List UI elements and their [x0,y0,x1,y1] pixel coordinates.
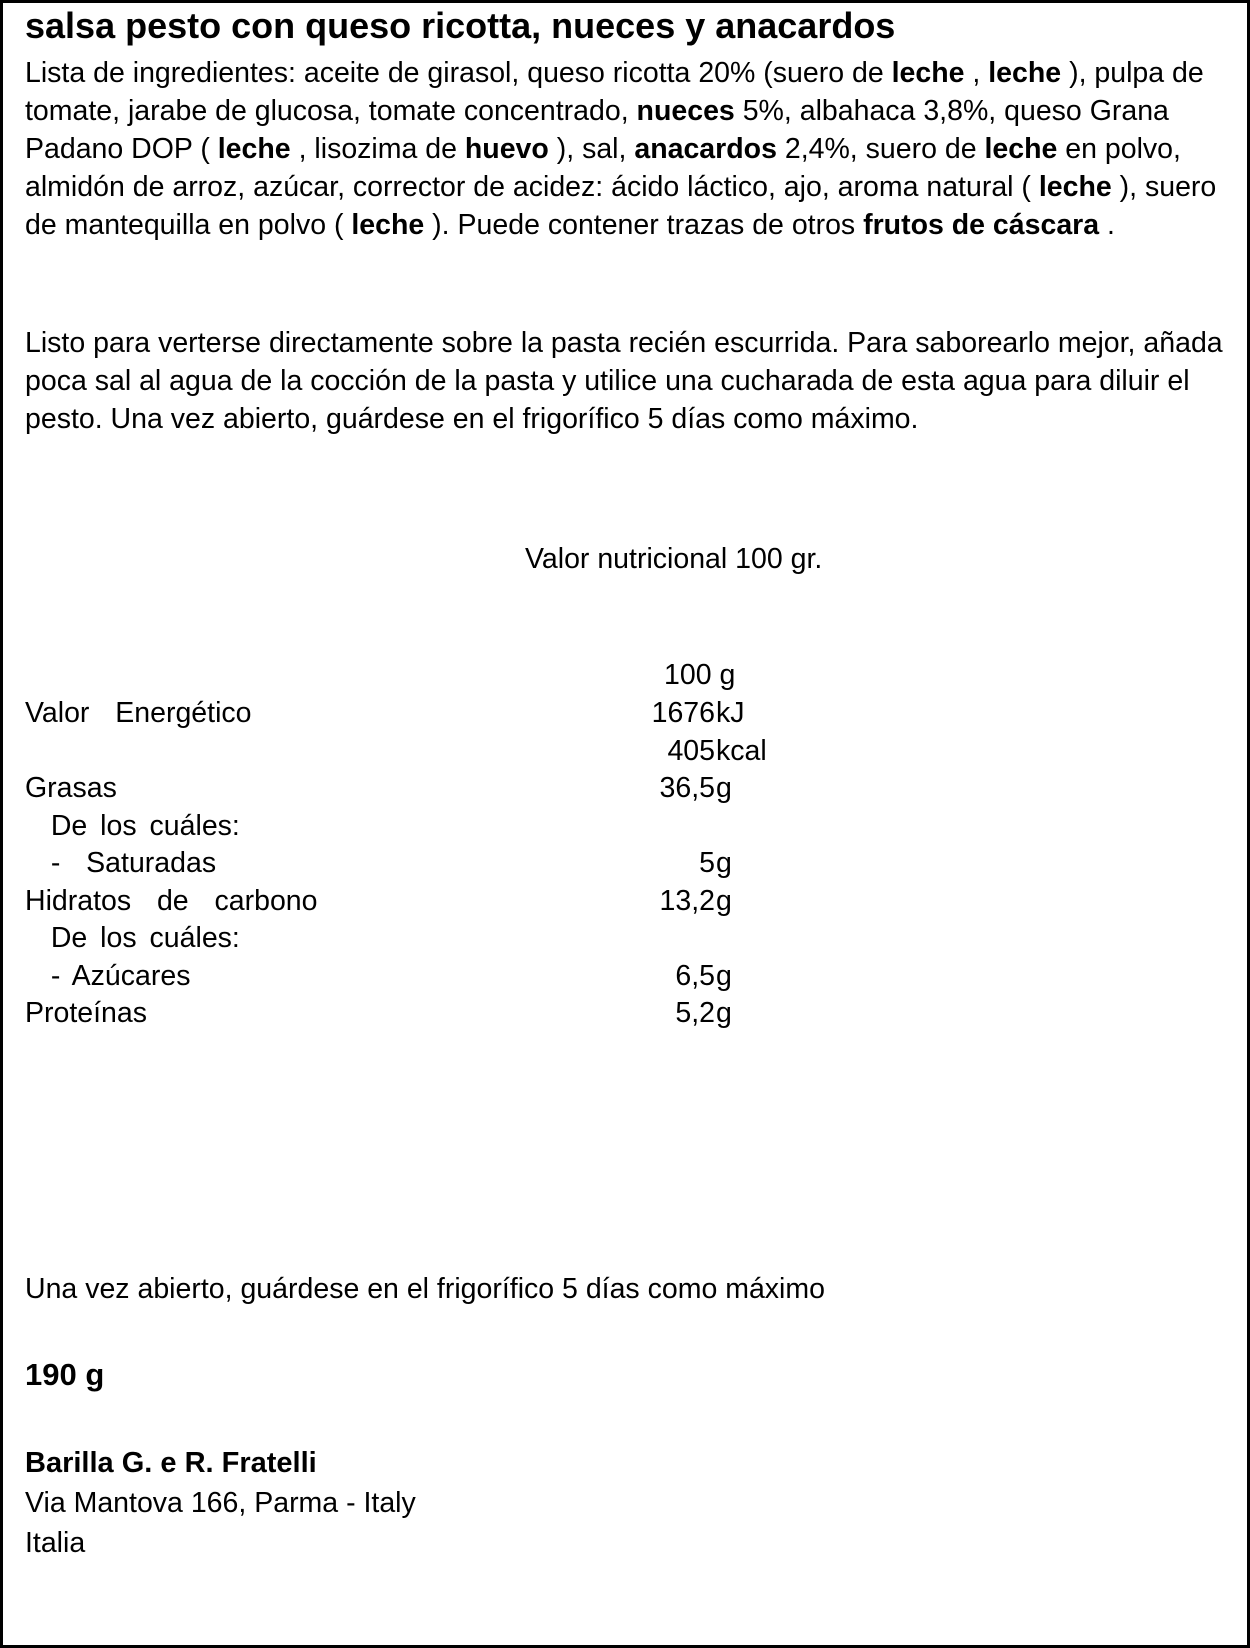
nutrition-label: Valor Energético [25,697,252,729]
nutrition-label: De los cuáles: [25,809,240,842]
manufacturer-name: Barilla G. e R. Fratelli [25,1447,317,1479]
nutrition-row [0,732,1250,770]
nutrition-value: 5,2 [675,997,715,1029]
ingredient-text: , lisozima de [290,133,465,165]
manufacturer-country: Italia [25,1527,86,1559]
ingredient-text: , [964,57,989,89]
ingredient-text: 2,4%, suero de [776,133,985,165]
ingredient-text: en polvo, almidón de arroz, azúcar, corrector de acidez: ácido láctico, ajo, aroma natural ( [25,133,1181,203]
nutrition-unit: g [716,997,732,1029]
nutrition-row [0,919,1250,957]
nutrition-unit: g [716,847,732,879]
nutrition-unit: g [716,884,732,917]
allergen-highlight: frutos de cáscara [863,209,1100,241]
allergen-highlight: leche [891,57,965,89]
nutrition-unit: g [716,959,732,992]
allergen-highlight: leche [1038,171,1112,203]
net-weight: 190 g [25,1357,105,1392]
ingredient-text: 5%, albahaca 3,8%, queso Grana Padano DOP ( [25,95,1169,165]
usage-instructions: Listo para verterse directamente sobre la pasta recién escurrida. Para saborearlo mejor, añada poca sal al agua de la cocción de la pasta y utilice una cucharada de esta agua para diluir el pesto. Una vez abierto, guárdese en el frigorífico 5 días como máximo. [25,327,1223,435]
allergen-highlight: anacardos [634,133,777,165]
ingredient-text: ), suero de mantequilla en polvo ( [25,171,1217,241]
nutrition-heading: Valor nutricional 100 gr. [525,543,823,575]
allergen-highlight: leche [351,209,425,241]
allergen-highlight: huevo [464,133,549,165]
manufacturer-address: Via Mantova 166, Parma - Italy [25,1487,416,1519]
nutrition-value: 405 [667,734,715,767]
nutrition-label: Proteínas [25,997,147,1029]
nutrition-label: - Azúcares [25,959,191,992]
ingredient-text: . [1099,209,1115,241]
nutrition-value: 6,5 [675,959,715,992]
nutrition-row [0,694,1250,732]
ingredients-list [25,54,1225,244]
nutrition-value: 5 [699,847,715,879]
nutrition-row [0,844,1250,882]
nutrition-row [0,957,1250,995]
nutrition-label: Hidratos de carbono [25,884,318,917]
ingredient-text: ), sal, [548,133,635,165]
nutrition-column-header: 100 g [664,659,736,691]
nutrition-row [0,994,1250,1032]
nutrition-unit: kcal [716,734,767,767]
nutrition-row [0,807,1250,845]
nutrition-label: - Saturadas [25,847,217,879]
allergen-highlight: leche [988,57,1062,89]
nutrition-value: 13,2 [659,884,715,917]
allergen-highlight: nueces [636,95,735,127]
ingredient-text: ), pulpa de tomate, jarabe de glucosa, tomate concentrado, [25,57,1204,127]
nutrition-value: 36,5 [659,772,715,804]
allergen-highlight: leche [217,133,291,165]
nutrition-unit: kJ [716,697,745,729]
nutrition-row [0,882,1250,920]
nutrition-value: 1676 [651,697,715,729]
nutrition-column-header-row [0,656,1250,694]
ingredient-text: ). Puede contener trazas de otros [424,209,864,241]
storage-note: Una vez abierto, guárdese en el frigorífico 5 días como máximo [25,1273,825,1305]
product-title: salsa pesto con queso ricotta, nueces y anacardos [25,5,896,46]
ingredient-text: Lista de ingredientes: aceite de girasol, queso ricotta 20% (suero de [25,57,892,89]
allergen-highlight: leche [984,133,1058,165]
nutrition-unit: g [716,772,732,804]
nutrition-label: Grasas [25,772,117,804]
nutrition-row [0,769,1250,807]
nutrition-label: De los cuáles: [25,922,240,954]
